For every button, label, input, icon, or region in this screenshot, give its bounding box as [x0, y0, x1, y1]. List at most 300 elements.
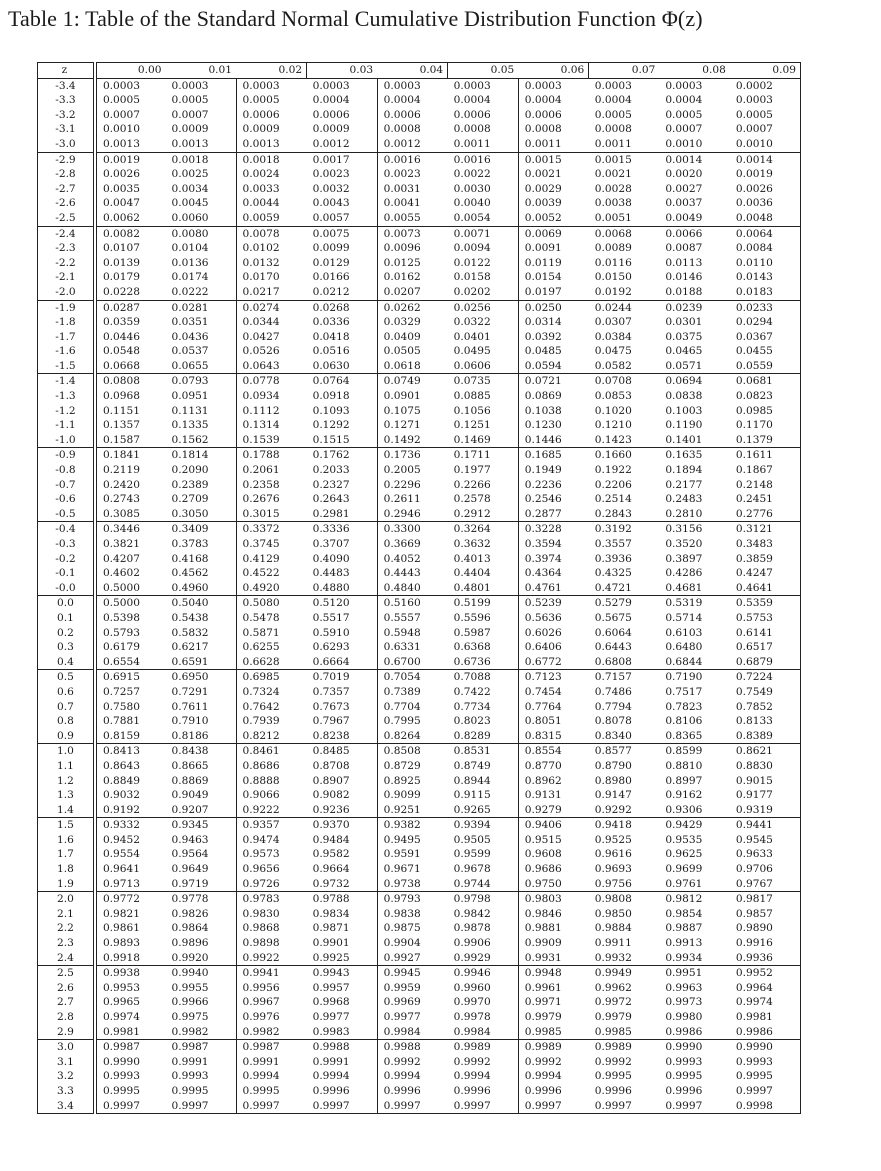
table-row: [38, 330, 801, 345]
probability-cell: 0.4168: [171, 552, 209, 565]
probability-cell: 0.5000: [95, 596, 166, 611]
z-value-cell: 2.0: [38, 892, 95, 907]
probability-cell: 0.0212: [312, 285, 350, 298]
probability-cell: 0.1492: [377, 433, 448, 448]
probability-cell: 0.0043: [312, 197, 350, 210]
z-value-cell: -0.5: [38, 507, 95, 522]
probability-cell: 0.0643: [236, 359, 307, 374]
probability-cell: 0.9993: [102, 1070, 141, 1083]
table-row: [38, 847, 801, 862]
probability-cell: 0.9997: [95, 1099, 166, 1114]
probability-cell: 0.9934: [665, 951, 703, 964]
probability-cell: 0.9857: [730, 907, 801, 922]
z-value-cell: -3.2: [38, 108, 95, 123]
probability-cell: 0.9994: [312, 1070, 350, 1083]
probability-cell: 0.9938: [95, 966, 166, 981]
table-row: [38, 1010, 801, 1025]
probability-cell: 0.0166: [312, 271, 350, 284]
probability-cell: 0.9357: [236, 818, 307, 833]
probability-cell: 0.0244: [589, 300, 660, 315]
probability-cell: 0.6915: [95, 670, 166, 685]
probability-cell: 0.9975: [171, 1011, 209, 1023]
probability-cell: 0.0401: [453, 330, 491, 343]
probability-cell: 0.9984: [453, 1025, 491, 1038]
probability-cell: 0.9706: [730, 862, 801, 877]
probability-cell: 0.9997: [165, 1099, 236, 1114]
probability-cell: 0.8389: [730, 729, 801, 744]
probability-cell: 0.0059: [236, 211, 307, 226]
probability-cell: 0.0033: [236, 182, 307, 197]
probability-cell: 0.0075: [307, 226, 378, 241]
probability-cell: 0.0418: [312, 330, 350, 343]
z-value-cell: 3.0: [38, 1040, 95, 1055]
probability-cell: 0.3669: [377, 537, 448, 552]
probability-cell: 0.8944: [453, 774, 491, 787]
probability-cell: 0.9177: [730, 788, 801, 803]
z-value-cell: 0.1: [38, 611, 95, 626]
probability-cell: 0.0054: [453, 211, 491, 224]
table-row: [38, 389, 801, 404]
probability-cell: 0.6443: [594, 641, 632, 654]
probability-cell: 0.0329: [377, 315, 448, 330]
probability-cell: 0.7764: [518, 700, 589, 715]
probability-cell: 0.3821: [102, 538, 141, 550]
probability-cell: 0.0918: [312, 390, 350, 403]
probability-cell: 0.0427: [236, 330, 307, 345]
probability-cell: 0.0004: [518, 93, 589, 108]
probability-cell: 0.5398: [102, 611, 141, 624]
z-value-cell: -2.6: [38, 196, 95, 211]
table-row: [38, 803, 801, 818]
probability-cell: 0.7580: [102, 700, 141, 713]
probability-cell: 0.7881: [102, 715, 141, 728]
probability-cell: 0.9971: [518, 995, 589, 1010]
probability-cell: 0.0281: [165, 300, 236, 315]
column-header: 0.07: [589, 63, 660, 79]
probability-cell: 0.1020: [594, 404, 632, 417]
probability-cell: 0.0005: [665, 108, 703, 121]
probability-cell: 0.0031: [377, 182, 448, 197]
probability-cell: 0.9963: [665, 981, 703, 994]
probability-cell: 0.9382: [377, 818, 448, 833]
z-value-cell: -2.5: [38, 211, 95, 226]
probability-cell: 0.7088: [448, 670, 519, 685]
probability-cell: 0.9992: [518, 1055, 589, 1070]
probability-cell: 0.7324: [236, 685, 307, 700]
probability-cell: 0.0505: [377, 344, 448, 359]
probability-cell: 0.9991: [171, 1055, 209, 1068]
table-row: [38, 1040, 801, 1055]
z-value-cell: 0.9: [38, 729, 95, 744]
probability-cell: 0.0110: [730, 256, 801, 271]
probability-cell: 0.0516: [312, 345, 350, 358]
probability-cell: 0.4207: [102, 552, 141, 565]
table-row: [38, 907, 801, 922]
probability-cell: 0.4761: [518, 581, 589, 596]
probability-cell: 0.8849: [102, 774, 141, 787]
probability-cell: 0.0526: [236, 344, 307, 359]
table-row: [38, 611, 801, 626]
probability-cell: 0.0037: [665, 197, 703, 210]
probability-cell: 0.9834: [312, 907, 350, 920]
probability-cell: 0.5948: [377, 626, 448, 641]
probability-cell: 0.9850: [594, 907, 632, 920]
column-header: 0.02: [236, 63, 307, 79]
probability-cell: 0.9625: [665, 848, 703, 861]
probability-cell: 0.0044: [236, 196, 307, 211]
probability-cell: 0.9808: [589, 892, 660, 907]
probability-cell: 0.1131: [171, 404, 209, 417]
probability-cell: 0.9987: [165, 1040, 236, 1055]
probability-cell: 0.5160: [377, 596, 448, 611]
probability-cell: 0.3156: [659, 522, 730, 537]
table-row: [38, 744, 801, 759]
probability-cell: 0.9957: [312, 981, 350, 994]
probability-cell: 0.5319: [659, 596, 730, 611]
probability-cell: 0.9082: [312, 789, 350, 802]
probability-cell: 0.9995: [236, 1084, 307, 1099]
z-value-cell: 0.3: [38, 640, 95, 655]
probability-cell: 0.8888: [236, 774, 307, 789]
probability-cell: 0.9951: [659, 966, 730, 981]
probability-cell: 0.9871: [312, 922, 350, 935]
probability-cell: 0.0073: [377, 226, 448, 241]
probability-cell: 0.1230: [518, 418, 589, 433]
probability-cell: 0.9015: [730, 774, 801, 789]
probability-cell: 0.0038: [594, 197, 632, 210]
probability-cell: 0.9943: [307, 966, 378, 981]
table-row: [38, 152, 801, 167]
probability-cell: 0.0143: [730, 270, 801, 285]
probability-cell: 0.3936: [594, 552, 632, 565]
probability-cell: 0.3015: [236, 507, 307, 522]
table-row: [38, 936, 801, 951]
probability-cell: 0.9292: [594, 803, 632, 816]
probability-cell: 0.0808: [95, 374, 166, 389]
probability-cell: 0.9911: [594, 937, 632, 950]
probability-cell: 0.3336: [307, 522, 378, 537]
probability-cell: 0.0409: [377, 330, 448, 345]
probability-cell: 0.8461: [236, 744, 307, 759]
probability-cell: 0.9966: [171, 996, 209, 1009]
probability-cell: 0.0197: [518, 285, 589, 300]
probability-cell: 0.0030: [453, 182, 491, 195]
probability-cell: 0.9953: [102, 981, 141, 994]
probability-cell: 0.6554: [102, 655, 141, 668]
probability-cell: 0.1292: [312, 419, 350, 432]
probability-cell: 0.1788: [236, 448, 307, 463]
probability-cell: 0.0089: [594, 242, 632, 255]
probability-cell: 0.9985: [594, 1025, 632, 1038]
probability-cell: 0.9995: [102, 1084, 141, 1097]
probability-cell: 0.9941: [236, 966, 307, 981]
probability-cell: 0.0188: [665, 285, 703, 298]
probability-cell: 0.9992: [377, 1055, 448, 1070]
probability-cell: 0.1922: [594, 464, 632, 477]
probability-cell: 0.9830: [236, 907, 307, 922]
probability-cell: 0.0011: [518, 137, 589, 152]
probability-cell: 0.7852: [730, 700, 801, 715]
probability-cell: 0.0217: [236, 285, 307, 300]
probability-cell: 0.4562: [171, 567, 209, 580]
probability-cell: 0.5793: [102, 626, 141, 639]
probability-cell: 0.7257: [102, 685, 141, 698]
probability-cell: 0.7734: [453, 700, 491, 713]
probability-cell: 0.0005: [236, 93, 307, 108]
probability-cell: 0.0010: [730, 137, 801, 152]
probability-cell: 0.9985: [518, 1025, 589, 1040]
probability-cell: 0.7939: [236, 714, 307, 729]
probability-cell: 0.0359: [102, 316, 141, 329]
probability-cell: 0.2296: [377, 478, 448, 493]
probability-cell: 0.9906: [453, 937, 491, 950]
probability-cell: 0.8023: [453, 715, 491, 728]
probability-cell: 0.4052: [377, 552, 448, 567]
probability-cell: 0.9505: [453, 833, 491, 846]
probability-cell: 0.0853: [594, 390, 632, 403]
probability-cell: 0.9591: [377, 847, 448, 862]
probability-cell: 0.9982: [236, 1025, 307, 1040]
probability-cell: 0.7123: [518, 670, 589, 685]
table-row: [38, 774, 801, 789]
probability-cell: 0.2776: [730, 507, 801, 522]
z-value-cell: 0.5: [38, 670, 95, 685]
probability-cell: 0.3783: [171, 538, 209, 550]
z-value-cell: 1.6: [38, 833, 95, 848]
probability-cell: 0.6985: [236, 670, 307, 685]
probability-cell: 0.1814: [165, 448, 236, 463]
probability-cell: 0.9997: [659, 1099, 730, 1114]
probability-cell: 0.5987: [453, 626, 491, 639]
probability-cell: 0.0594: [518, 359, 589, 374]
probability-cell: 0.9162: [665, 789, 703, 802]
probability-cell: 0.9989: [448, 1040, 519, 1055]
z-value-cell: -1.2: [38, 404, 95, 419]
probability-cell: 0.9788: [307, 892, 378, 907]
probability-cell: 0.6103: [665, 626, 703, 639]
table-row: [38, 137, 801, 152]
probability-cell: 0.9649: [171, 863, 209, 876]
probability-cell: 0.0823: [730, 389, 801, 404]
probability-cell: 0.0099: [312, 242, 350, 255]
z-value-cell: 2.4: [38, 951, 95, 966]
probability-cell: 0.9969: [377, 995, 448, 1010]
probability-cell: 0.4602: [102, 567, 141, 580]
probability-cell: 0.9761: [665, 877, 703, 890]
column-header: 0.03: [307, 63, 378, 79]
probability-cell: 0.0158: [453, 271, 491, 284]
z-value-cell: -2.8: [38, 167, 95, 182]
probability-cell: 0.9279: [518, 803, 589, 818]
probability-cell: 0.9826: [171, 907, 209, 920]
probability-cell: 0.6255: [236, 640, 307, 655]
probability-cell: 0.0017: [307, 152, 378, 167]
probability-cell: 0.0005: [102, 94, 141, 107]
z-value-cell: -3.4: [38, 78, 95, 93]
probability-cell: 0.9991: [236, 1055, 307, 1070]
probability-cell: 0.0013: [236, 137, 307, 152]
probability-cell: 0.9345: [165, 818, 236, 833]
probability-cell: 0.0436: [171, 330, 209, 343]
probability-cell: 0.9441: [730, 818, 801, 833]
table-row: [38, 522, 801, 537]
probability-cell: 0.0006: [312, 108, 350, 121]
z-value-cell: 1.4: [38, 803, 95, 818]
probability-cell: 0.0136: [171, 256, 209, 269]
probability-cell: 0.0052: [518, 211, 589, 226]
probability-cell: 0.1446: [518, 433, 589, 448]
probability-cell: 0.5120: [307, 596, 378, 611]
probability-cell: 0.9236: [312, 803, 350, 816]
probability-cell: 0.9842: [453, 907, 491, 920]
probability-cell: 0.1711: [448, 448, 519, 463]
probability-cell: 0.1685: [518, 448, 589, 463]
probability-cell: 0.0465: [665, 345, 703, 358]
probability-cell: 0.1056: [453, 404, 491, 417]
probability-cell: 0.0104: [171, 242, 209, 255]
probability-cell: 0.9986: [730, 1025, 801, 1040]
probability-cell: 0.9979: [518, 1010, 589, 1025]
probability-cell: 0.6700: [377, 655, 448, 670]
z-value-cell: -2.9: [38, 152, 95, 167]
probability-cell: 0.9945: [377, 966, 448, 981]
probability-cell: 0.3594: [518, 537, 589, 552]
probability-cell: 0.8643: [102, 759, 141, 772]
probability-cell: 0.9918: [102, 951, 141, 964]
probability-cell: 0.0026: [730, 182, 801, 197]
probability-cell: 0.6406: [518, 640, 589, 655]
probability-cell: 0.0162: [377, 270, 448, 285]
probability-cell: 0.0069: [518, 226, 589, 241]
probability-cell: 0.0537: [171, 345, 209, 358]
probability-cell: 0.0968: [102, 390, 141, 403]
probability-cell: 0.2981: [312, 507, 350, 520]
table-row: [38, 285, 801, 300]
probability-cell: 0.0032: [312, 182, 350, 195]
probability-cell: 0.2877: [518, 507, 589, 522]
z-value-cell: 0.2: [38, 626, 95, 641]
probability-cell: 0.0239: [659, 300, 730, 315]
probability-cell: 0.0838: [665, 390, 703, 403]
probability-cell: 0.9564: [171, 848, 209, 861]
probability-cell: 0.9898: [236, 936, 307, 951]
probability-cell: 0.9767: [730, 877, 801, 892]
probability-cell: 0.8438: [165, 744, 236, 759]
probability-cell: 0.9997: [589, 1099, 660, 1114]
probability-cell: 0.1093: [312, 404, 350, 417]
probability-cell: 0.9713: [102, 877, 141, 890]
probability-cell: 0.8340: [594, 729, 632, 742]
probability-cell: 0.9922: [236, 951, 307, 966]
z-value-cell: -1.4: [38, 374, 95, 389]
probability-cell: 0.9994: [377, 1069, 448, 1084]
probability-cell: 0.6950: [165, 670, 236, 685]
probability-cell: 0.0021: [594, 168, 632, 181]
column-header: 0.06: [518, 63, 589, 79]
probability-cell: 0.3632: [453, 538, 491, 550]
table-row: [38, 241, 801, 256]
probability-cell: 0.9887: [665, 922, 703, 935]
probability-cell: 0.1539: [236, 433, 307, 448]
probability-cell: 0.6879: [730, 655, 801, 670]
probability-cell: 0.5675: [594, 611, 632, 624]
probability-cell: 0.0951: [171, 390, 209, 403]
probability-cell: 0.0793: [165, 374, 236, 389]
probability-cell: 0.0002: [730, 78, 801, 93]
probability-cell: 0.9986: [665, 1025, 703, 1038]
probability-cell: 0.5714: [665, 611, 703, 624]
probability-cell: 0.9989: [589, 1040, 660, 1055]
probability-cell: 0.7995: [377, 714, 448, 729]
probability-cell: 0.0274: [236, 300, 307, 315]
probability-cell: 0.0005: [730, 108, 801, 123]
probability-cell: 0.0008: [377, 122, 448, 137]
probability-cell: 0.5557: [377, 611, 448, 626]
probability-cell: 0.0087: [665, 242, 703, 255]
probability-cell: 0.3085: [102, 507, 141, 520]
probability-cell: 0.1515: [312, 433, 350, 446]
probability-cell: 0.4681: [665, 581, 703, 594]
probability-cell: 0.0036: [730, 196, 801, 211]
probability-cell: 0.9913: [665, 937, 703, 950]
probability-cell: 0.0071: [448, 226, 519, 241]
probability-cell: 0.9967: [236, 995, 307, 1010]
probability-cell: 0.5517: [312, 611, 350, 624]
probability-cell: 0.3707: [312, 538, 350, 550]
probability-cell: 0.8264: [377, 729, 448, 744]
probability-cell: 0.9940: [165, 966, 236, 981]
probability-cell: 0.5832: [171, 626, 209, 639]
probability-cell: 0.0287: [95, 300, 166, 315]
probability-cell: 0.0004: [312, 94, 350, 107]
probability-cell: 0.9990: [659, 1040, 730, 1055]
probability-cell: 0.6141: [730, 626, 801, 641]
probability-cell: 0.0192: [594, 285, 632, 298]
probability-cell: 0.0007: [730, 122, 801, 137]
probability-cell: 0.9812: [659, 892, 730, 907]
z-value-cell: 3.3: [38, 1084, 95, 1099]
table-row: [38, 196, 801, 211]
probability-cell: 0.2578: [453, 493, 491, 506]
probability-cell: 0.7967: [312, 715, 350, 728]
probability-cell: 0.0003: [102, 79, 141, 92]
probability-cell: 0.7190: [659, 670, 730, 685]
probability-cell: 0.6368: [453, 641, 491, 654]
probability-cell: 0.9066: [236, 788, 307, 803]
probability-cell: 0.0007: [665, 123, 703, 136]
probability-cell: 0.0084: [730, 241, 801, 256]
probability-cell: 0.9952: [730, 966, 801, 981]
probability-cell: 0.8907: [312, 774, 350, 787]
probability-cell: 0.6591: [171, 655, 209, 668]
probability-cell: 0.0107: [102, 242, 141, 255]
probability-cell: 0.9996: [518, 1084, 589, 1099]
probability-cell: 0.9931: [518, 951, 589, 966]
probability-cell: 0.9992: [594, 1055, 632, 1068]
probability-cell: 0.5080: [236, 596, 307, 611]
probability-cell: 0.3192: [589, 522, 660, 537]
probability-cell: 0.6772: [518, 655, 589, 670]
probability-cell: 0.9599: [453, 848, 491, 861]
z-value-cell: -2.7: [38, 182, 95, 197]
probability-cell: 0.9909: [518, 936, 589, 951]
probability-cell: 0.2206: [594, 478, 632, 491]
probability-cell: 0.0344: [236, 315, 307, 330]
z-value-cell: -2.0: [38, 285, 95, 300]
probability-cell: 0.9974: [102, 1011, 141, 1023]
probability-cell: 0.2327: [312, 478, 350, 491]
probability-cell: 0.7794: [594, 700, 632, 713]
